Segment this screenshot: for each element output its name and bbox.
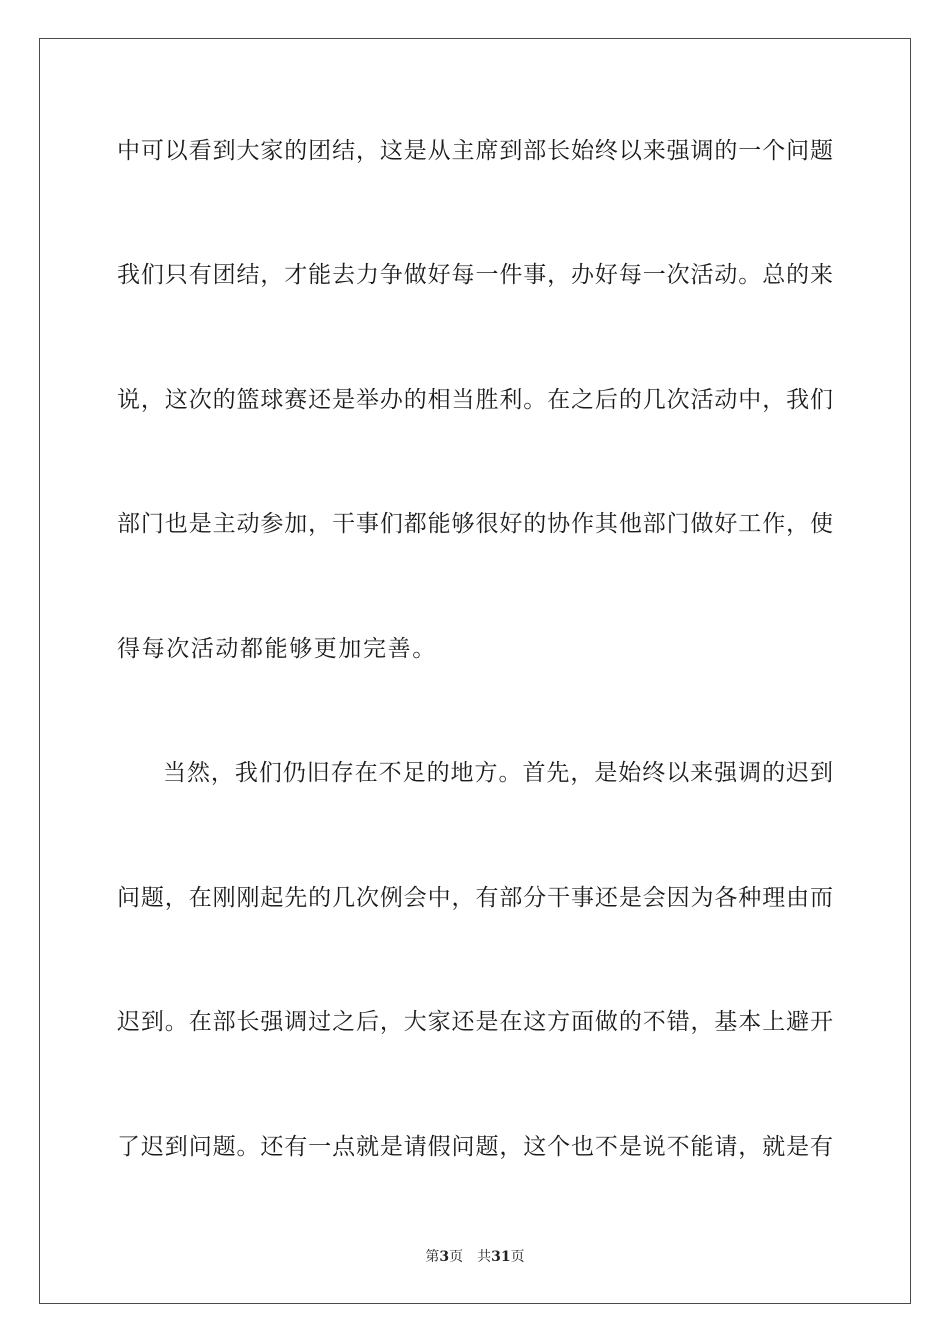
page-footer (0, 1248, 950, 1266)
page-suffix: 页 (449, 1249, 464, 1265)
page-border (39, 38, 911, 1304)
text-line-6: 当然，我们仍旧存在不足的地方。首先，是始终以来强调的迟到 (163, 760, 833, 786)
page-number: 3 (439, 1249, 450, 1265)
text-line-8: 迟到。在部长强调过之后，大家还是在这方面做的不错，基本上避开 (117, 1009, 833, 1035)
text-line-2: 我们只有团结，才能去力争做好每一件事，办好每一次活动。总的来 (117, 262, 833, 288)
text-line-4: 部门也是主动参加，干事们都能够很好的协作其他部门做好工作，使 (117, 511, 833, 537)
text-line-7: 问题，在刚刚起先的几次例会中，有部分干事还是会因为各种理由而 (117, 885, 833, 911)
total-prefix: 共 (477, 1249, 492, 1265)
text-line-5: 得每次活动都能够更加完善。 (117, 636, 437, 662)
text-line-1: 中可以看到大家的团结，这是从主席到部长始终以来强调的一个问题 (117, 138, 833, 164)
text-line-3: 说，这次的篮球赛还是举办的相当胜利。在之后的几次活动中，我们 (117, 387, 833, 413)
total-suffix: 页 (510, 1249, 525, 1265)
page-prefix: 第 (425, 1249, 440, 1265)
total-pages: 31 (491, 1249, 511, 1265)
text-line-9: 了迟到问题。还有一点就是请假问题，这个也不是说不能请，就是有 (117, 1134, 833, 1160)
